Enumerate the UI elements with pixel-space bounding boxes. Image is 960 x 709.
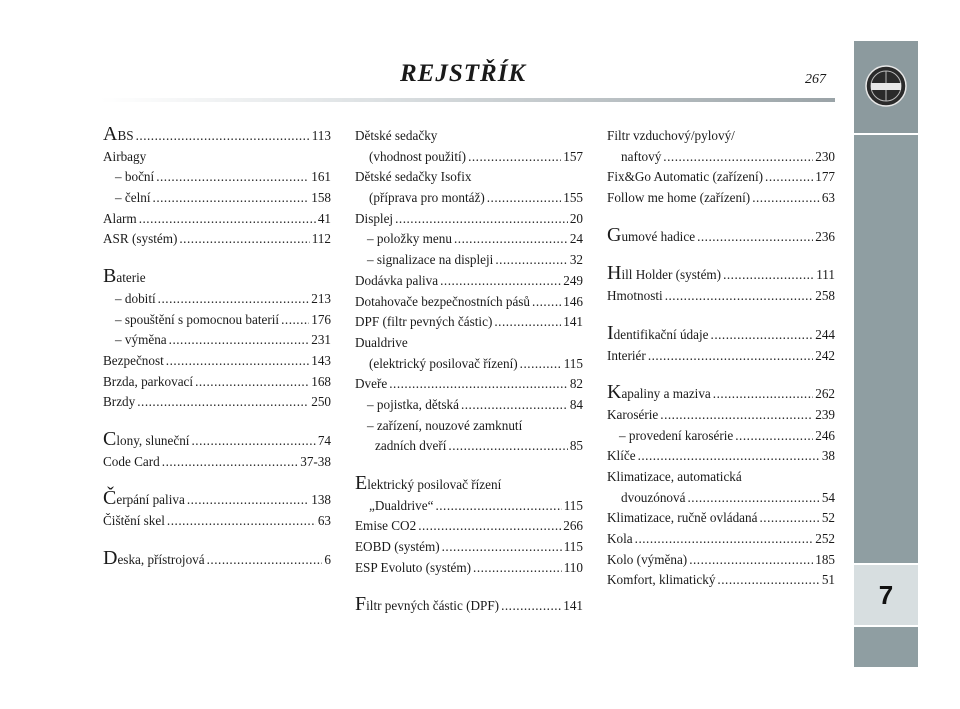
entry-page[interactable]: 51 [821, 572, 835, 588]
leader-dots [660, 405, 813, 426]
index-entry [355, 374, 583, 395]
entry-term: – boční [115, 169, 155, 185]
leader-dots [169, 330, 310, 351]
entry-term: „Dualdrive“ [369, 497, 434, 513]
index-entry [103, 452, 331, 473]
entry-page[interactable]: 115 [563, 355, 583, 371]
entry-page[interactable]: 213 [311, 290, 331, 306]
entry-term: Klíče [607, 448, 636, 464]
section-gap [355, 578, 583, 596]
page-number: 267 [805, 72, 826, 87]
section-letter: K [607, 381, 622, 404]
entry-page[interactable]: 141 [563, 598, 583, 614]
leader-dots [689, 550, 813, 571]
entry-term: Dotahovače bezpečnostních pásů [355, 293, 531, 309]
entry-page[interactable]: 176 [311, 311, 331, 327]
leader-dots [663, 147, 813, 168]
entry-term: Fix&Go Automatic (zařízení) [607, 169, 764, 185]
entry-term: Dveře [355, 376, 388, 392]
leader-dots [158, 289, 310, 310]
entry-page[interactable]: 38 [821, 448, 835, 464]
section-letter: F [355, 593, 367, 616]
section-gap [607, 209, 835, 227]
leader-dots [765, 167, 813, 188]
entry-page[interactable]: 141 [563, 314, 583, 330]
index-entry [607, 508, 835, 529]
entry-term [103, 265, 146, 288]
index-entry [607, 426, 835, 447]
entry-term-rest: aterie [116, 270, 146, 286]
index-entry [355, 250, 583, 271]
entry-term: Bezpečnost [103, 352, 164, 368]
leader-dots [281, 310, 309, 331]
section-gap [607, 247, 835, 265]
index-entry [607, 550, 835, 571]
entry-term: naftový [621, 148, 662, 164]
entry-page[interactable]: 239 [815, 406, 835, 422]
entry-term: Brzda, parkovací [103, 373, 194, 389]
entry-page[interactable]: 231 [311, 332, 331, 348]
index-entry [103, 123, 331, 147]
entry-page[interactable]: 82 [569, 376, 583, 392]
leader-dots [735, 426, 813, 447]
section-letter: E [355, 472, 368, 494]
entry-page[interactable]: 6 [324, 551, 331, 567]
entry-term: – dobití [115, 290, 156, 306]
entry-term: Kolo (výměna) [607, 551, 688, 567]
page-title: REJSTŘÍK [400, 60, 527, 87]
leader-dots [723, 265, 814, 286]
entry-term: – čelní [115, 190, 151, 206]
index-entry [607, 167, 835, 188]
index-entry [607, 488, 835, 509]
entry-page[interactable]: 74 [317, 432, 331, 448]
leader-dots [187, 490, 309, 511]
entry-term: Dodávka paliva [355, 272, 439, 288]
leader-dots [501, 596, 561, 617]
section-letter: G [607, 223, 622, 246]
header-rule [100, 98, 835, 102]
entry-page[interactable]: 242 [815, 347, 835, 363]
leader-dots [468, 147, 561, 168]
leader-dots [473, 558, 562, 579]
entry-page[interactable]: 249 [563, 272, 583, 288]
index-entry [355, 188, 583, 209]
leader-dots [648, 346, 813, 367]
entry-term: – výměna [115, 332, 167, 348]
entry-page[interactable]: 52 [821, 510, 835, 526]
entry-term: Emise CO2 [355, 518, 417, 534]
entry-page[interactable]: 112 [311, 231, 331, 247]
index-entry [103, 265, 331, 289]
entry-term: – signalizace na displeji [367, 252, 494, 268]
entry-page[interactable]: 266 [563, 518, 583, 534]
entry-page[interactable]: 115 [563, 497, 583, 513]
entry-term: EOBD (systém) [355, 539, 440, 555]
entry-page[interactable]: 236 [815, 228, 835, 244]
index-column-3 [607, 126, 835, 591]
entry-page[interactable]: 63 [821, 190, 835, 206]
index-entry [607, 570, 835, 591]
index-entry [607, 529, 835, 550]
leader-dots [166, 351, 309, 372]
entry-term-rest: erpání paliva [116, 492, 185, 508]
leader-dots [435, 496, 561, 517]
index-entry [355, 333, 583, 354]
entry-page[interactable]: 157 [563, 148, 583, 164]
leader-dots [442, 537, 562, 558]
index-entry [103, 209, 331, 230]
index-entry [355, 537, 583, 558]
entry-term: Follow me home (zařízení) [607, 190, 751, 206]
index-entry [355, 593, 583, 617]
leader-dots [136, 126, 310, 147]
entry-term [103, 427, 190, 452]
entry-page[interactable]: 20 [569, 210, 583, 226]
entry-page[interactable]: 138 [311, 492, 331, 508]
entry-term-rest: lony, sluneční [116, 432, 190, 448]
entry-term: – spouštění s pomocnou baterií [115, 311, 280, 327]
leader-dots [448, 436, 567, 457]
entry-page[interactable]: 177 [815, 169, 835, 185]
section-letter: B [103, 265, 117, 288]
entry-page[interactable]: 54 [821, 489, 835, 505]
leader-dots [440, 271, 561, 292]
index-entry [355, 472, 583, 496]
entry-page[interactable]: 262 [815, 386, 835, 402]
section-letter: H [607, 262, 622, 285]
entry-term-rest: iltr pevných částic (DPF) [366, 598, 500, 614]
entry-term-rest: umové hadice [621, 228, 696, 244]
section-letter: A [103, 123, 118, 145]
sidebar-divider [854, 133, 918, 135]
entry-term [355, 593, 500, 617]
entry-term: DPF (filtr pevných částic) [355, 314, 493, 330]
leader-dots [139, 209, 316, 230]
leader-dots [635, 529, 814, 550]
leader-dots [532, 292, 561, 313]
leader-dots [153, 188, 310, 209]
index-entry [103, 289, 331, 310]
index-entry [355, 416, 583, 437]
entry-page[interactable]: 246 [815, 427, 835, 443]
leader-dots [207, 550, 323, 571]
sidebar-logo-area [854, 41, 918, 133]
leader-dots [395, 209, 568, 230]
entry-page[interactable]: 32 [569, 252, 583, 268]
index-entry [607, 188, 835, 209]
entry-term [103, 123, 134, 147]
entry-term [103, 487, 185, 511]
index-entry [103, 427, 331, 452]
leader-dots [389, 374, 568, 395]
index-entry [607, 467, 835, 488]
index-entry [103, 310, 331, 331]
leader-dots [665, 286, 814, 307]
leader-dots [191, 431, 315, 452]
entry-term-rest: eska, přístrojová [117, 551, 205, 567]
index-entry [355, 271, 583, 292]
leader-dots [687, 488, 819, 509]
index-entry [103, 487, 331, 511]
entry-page[interactable]: 250 [311, 394, 331, 410]
entry-term-rest: lektrický posilovač řízení [367, 477, 502, 492]
entry-page[interactable]: 37-38 [300, 453, 331, 469]
entry-term: Čištění skel [103, 513, 165, 528]
section-gap [103, 532, 331, 550]
index-entry [607, 381, 835, 405]
entry-term: (příprava pro montáž) [369, 190, 485, 206]
index-entry [607, 321, 835, 346]
entry-page[interactable]: 252 [815, 531, 835, 546]
index-entry [355, 167, 583, 188]
entry-page[interactable]: 84 [569, 396, 583, 412]
index-entry [355, 436, 583, 457]
index-entry [355, 395, 583, 416]
entry-term: – provedení karosérie [619, 427, 734, 443]
leader-dots [713, 384, 813, 405]
entry-term-rest: ill Holder (systém) [621, 267, 722, 283]
entry-term: – položky menu [367, 231, 452, 247]
entry-page[interactable]: 258 [815, 288, 835, 304]
index-entry [355, 126, 583, 147]
index-column-2 [355, 126, 583, 617]
index-entry [607, 346, 835, 367]
section-gap [103, 472, 331, 490]
index-entry [607, 223, 835, 248]
section-letter: Č [103, 487, 117, 510]
entry-term [607, 262, 722, 286]
index-entry [103, 229, 331, 250]
entry-page[interactable]: 155 [563, 190, 583, 206]
entry-page[interactable]: 63 [317, 513, 331, 528]
entry-term: Displej [355, 210, 394, 226]
entry-term: ASR (systém) [103, 231, 178, 247]
index-entry [355, 147, 583, 168]
entry-term: Klimatizace, ručně ovládaná [607, 510, 758, 526]
leader-dots [697, 227, 813, 248]
entry-term: Interiér [607, 347, 646, 363]
leader-dots [454, 229, 568, 250]
index-entry [355, 496, 583, 517]
entry-term: Dětské sedačky [355, 128, 438, 143]
entry-term: Filtr vzduchový/pylový/ [607, 128, 735, 143]
index-entry [607, 262, 835, 286]
entry-term: – zařízení, nouzové zamknutí [367, 417, 523, 433]
index-entry [355, 516, 583, 537]
entry-page[interactable]: 24 [569, 231, 583, 247]
index-entry [355, 209, 583, 230]
index-entry [103, 546, 331, 571]
entry-term: zadních dveří [375, 438, 447, 454]
index-entry [103, 351, 331, 372]
entry-term-rest: BS [117, 128, 134, 143]
entry-page[interactable]: 244 [815, 326, 835, 342]
index-entry [607, 126, 835, 147]
lancia-logo-icon [865, 65, 907, 107]
leader-dots [195, 372, 309, 393]
leader-dots [167, 511, 316, 532]
leader-dots [495, 250, 567, 271]
section-gap [607, 366, 835, 384]
chapter-sidebar [854, 41, 918, 667]
leader-dots [711, 325, 814, 346]
leader-dots [137, 392, 309, 413]
entry-term [103, 546, 205, 571]
entry-term-rest: apaliny a maziva [621, 386, 711, 402]
section-gap [355, 457, 583, 475]
entry-term: Hmotnosti [607, 288, 663, 304]
index-entry [103, 330, 331, 351]
section-letter: C [103, 427, 117, 450]
entry-term: Code Card [103, 453, 160, 469]
leader-dots [638, 446, 820, 467]
entry-page[interactable]: 146 [563, 293, 583, 309]
index-entry [103, 511, 331, 532]
leader-dots [759, 508, 819, 529]
entry-term [607, 381, 711, 405]
sidebar-divider [854, 625, 918, 627]
entry-page[interactable]: 113 [311, 128, 331, 143]
index-entry [103, 167, 331, 188]
entry-term: Komfort, klimatický [607, 572, 716, 588]
leader-dots [418, 516, 561, 537]
leader-dots [179, 229, 309, 250]
entry-term: ESP Evoluto (systém) [355, 559, 472, 575]
index-entry [103, 188, 331, 209]
entry-term: Klimatizace, automatická [607, 468, 742, 484]
entry-term: Kola [607, 531, 633, 546]
entry-page[interactable]: 161 [311, 169, 331, 185]
index-entry [103, 392, 331, 413]
leader-dots [494, 312, 561, 333]
index-column-1 [103, 123, 331, 570]
entry-page[interactable]: 110 [563, 559, 583, 575]
entry-term: Airbagy [103, 148, 147, 164]
entry-term: Dualdrive [355, 334, 408, 350]
entry-term: Alarm [103, 210, 137, 226]
entry-page[interactable]: 85 [569, 438, 583, 454]
index-entry [607, 446, 835, 467]
leader-dots [752, 188, 820, 209]
index-entry [355, 292, 583, 313]
index-entry [103, 372, 331, 393]
entry-term: – pojistka, dětská [367, 396, 459, 412]
section-letter: I [607, 321, 614, 344]
entry-page[interactable]: 168 [311, 373, 331, 389]
section-gap [103, 250, 331, 268]
section-letter: D [103, 546, 118, 569]
entry-term: Dětské sedačky Isofix [355, 169, 472, 185]
entry-page[interactable]: 115 [563, 539, 583, 555]
entry-term: dvouzónová [621, 489, 686, 505]
entry-term: Karosérie [607, 406, 659, 422]
leader-dots [487, 188, 562, 209]
section-gap [103, 413, 331, 431]
entry-term [607, 223, 696, 248]
index-entry [607, 147, 835, 168]
index-entry [103, 147, 331, 168]
section-gap [607, 307, 835, 325]
index-entry [355, 229, 583, 250]
entry-page[interactable]: 111 [816, 267, 835, 283]
entry-page[interactable]: 41 [317, 210, 331, 226]
entry-term-rest: dentifikační údaje [613, 326, 709, 342]
entry-term [607, 321, 709, 346]
leader-dots [520, 354, 562, 375]
entry-term: (vhodnost použití) [369, 148, 467, 164]
entry-term [355, 472, 502, 494]
index-entry [607, 405, 835, 426]
entry-page[interactable]: 185 [815, 551, 835, 567]
leader-dots [461, 395, 568, 416]
entry-page[interactable]: 158 [311, 190, 331, 206]
index-entry [355, 312, 583, 333]
entry-term: Brzdy [103, 394, 136, 410]
index-entry [607, 286, 835, 307]
leader-dots [156, 167, 309, 188]
index-entry [355, 354, 583, 375]
entry-page[interactable]: 230 [815, 148, 835, 164]
index-entry [355, 558, 583, 579]
leader-dots [162, 452, 298, 473]
entry-term: (elektrický posilovač řízení) [369, 355, 518, 371]
chapter-tab[interactable]: 7 [854, 565, 918, 625]
leader-dots [717, 570, 819, 591]
entry-page[interactable]: 143 [311, 352, 331, 368]
